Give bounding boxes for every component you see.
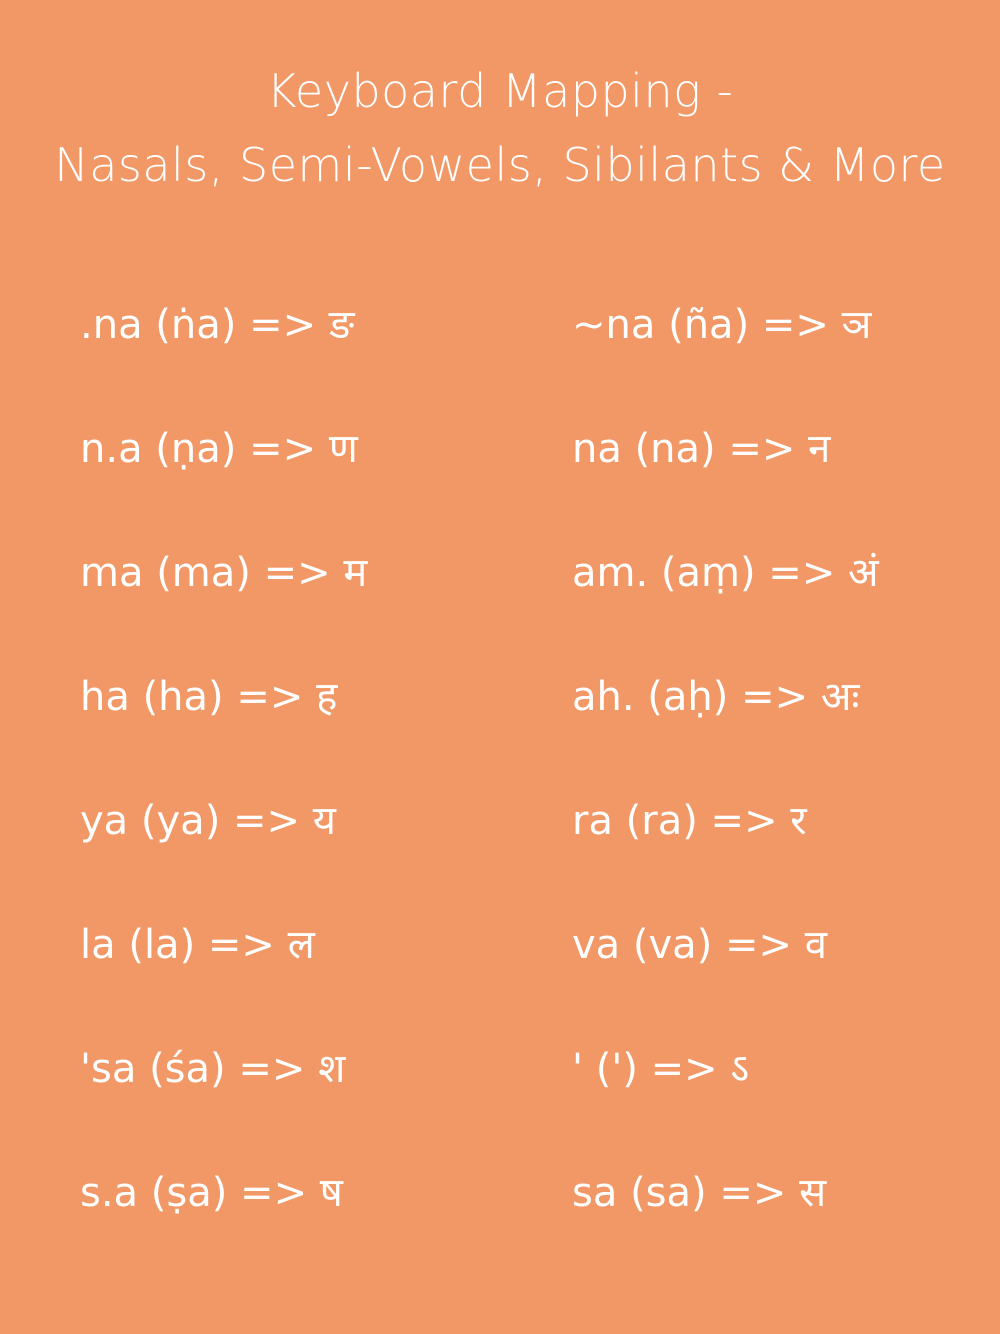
mapping-item-avagraha: ' (') => ऽ <box>572 1046 750 1092</box>
mapping-item-va: va (va) => व <box>572 922 827 968</box>
mapping-item-retroflex-sa: s.a (ṣa) => ष <box>80 1170 343 1216</box>
mapping-row <box>0 538 1000 662</box>
mapping-item-anusvara: am. (aṃ) => अं <box>572 550 879 596</box>
mapping-item-sha: 'sa (śa) => श <box>80 1046 346 1092</box>
mapping-row <box>0 290 1000 414</box>
page-header <box>0 54 1000 202</box>
mapping-row <box>0 1034 1000 1158</box>
mapping-row <box>0 662 1000 786</box>
page-title-line-1: Keyboard Mapping - <box>266 64 734 118</box>
mapping-row <box>0 414 1000 538</box>
mapping-item-ya: ya (ya) => य <box>80 798 336 844</box>
mapping-item-ma: ma (ma) => म <box>80 550 368 596</box>
mapping-grid <box>0 290 1000 1282</box>
mapping-item-nya: ~na (ña) => ञ <box>572 302 872 348</box>
mapping-item-visarga: ah. (aḥ) => अः <box>572 674 860 720</box>
mapping-item-ra: ra (ra) => र <box>572 798 807 844</box>
mapping-item-na: na (na) => न <box>572 426 831 472</box>
mapping-item-retroflex-na: n.a (ṇa) => ण <box>80 426 358 472</box>
mapping-item-ha: ha (ha) => ह <box>80 674 338 720</box>
mapping-item-nga: .na (ṅa) => ङ <box>80 302 355 348</box>
mapping-row <box>0 910 1000 1034</box>
mapping-row <box>0 1158 1000 1282</box>
page-title-line-2: Nasals, Semi-Vowels, Sibilants & More <box>54 138 946 192</box>
mapping-row <box>0 786 1000 910</box>
mapping-item-la: la (la) => ल <box>80 922 315 968</box>
mapping-item-sa: sa (sa) => स <box>572 1170 827 1216</box>
